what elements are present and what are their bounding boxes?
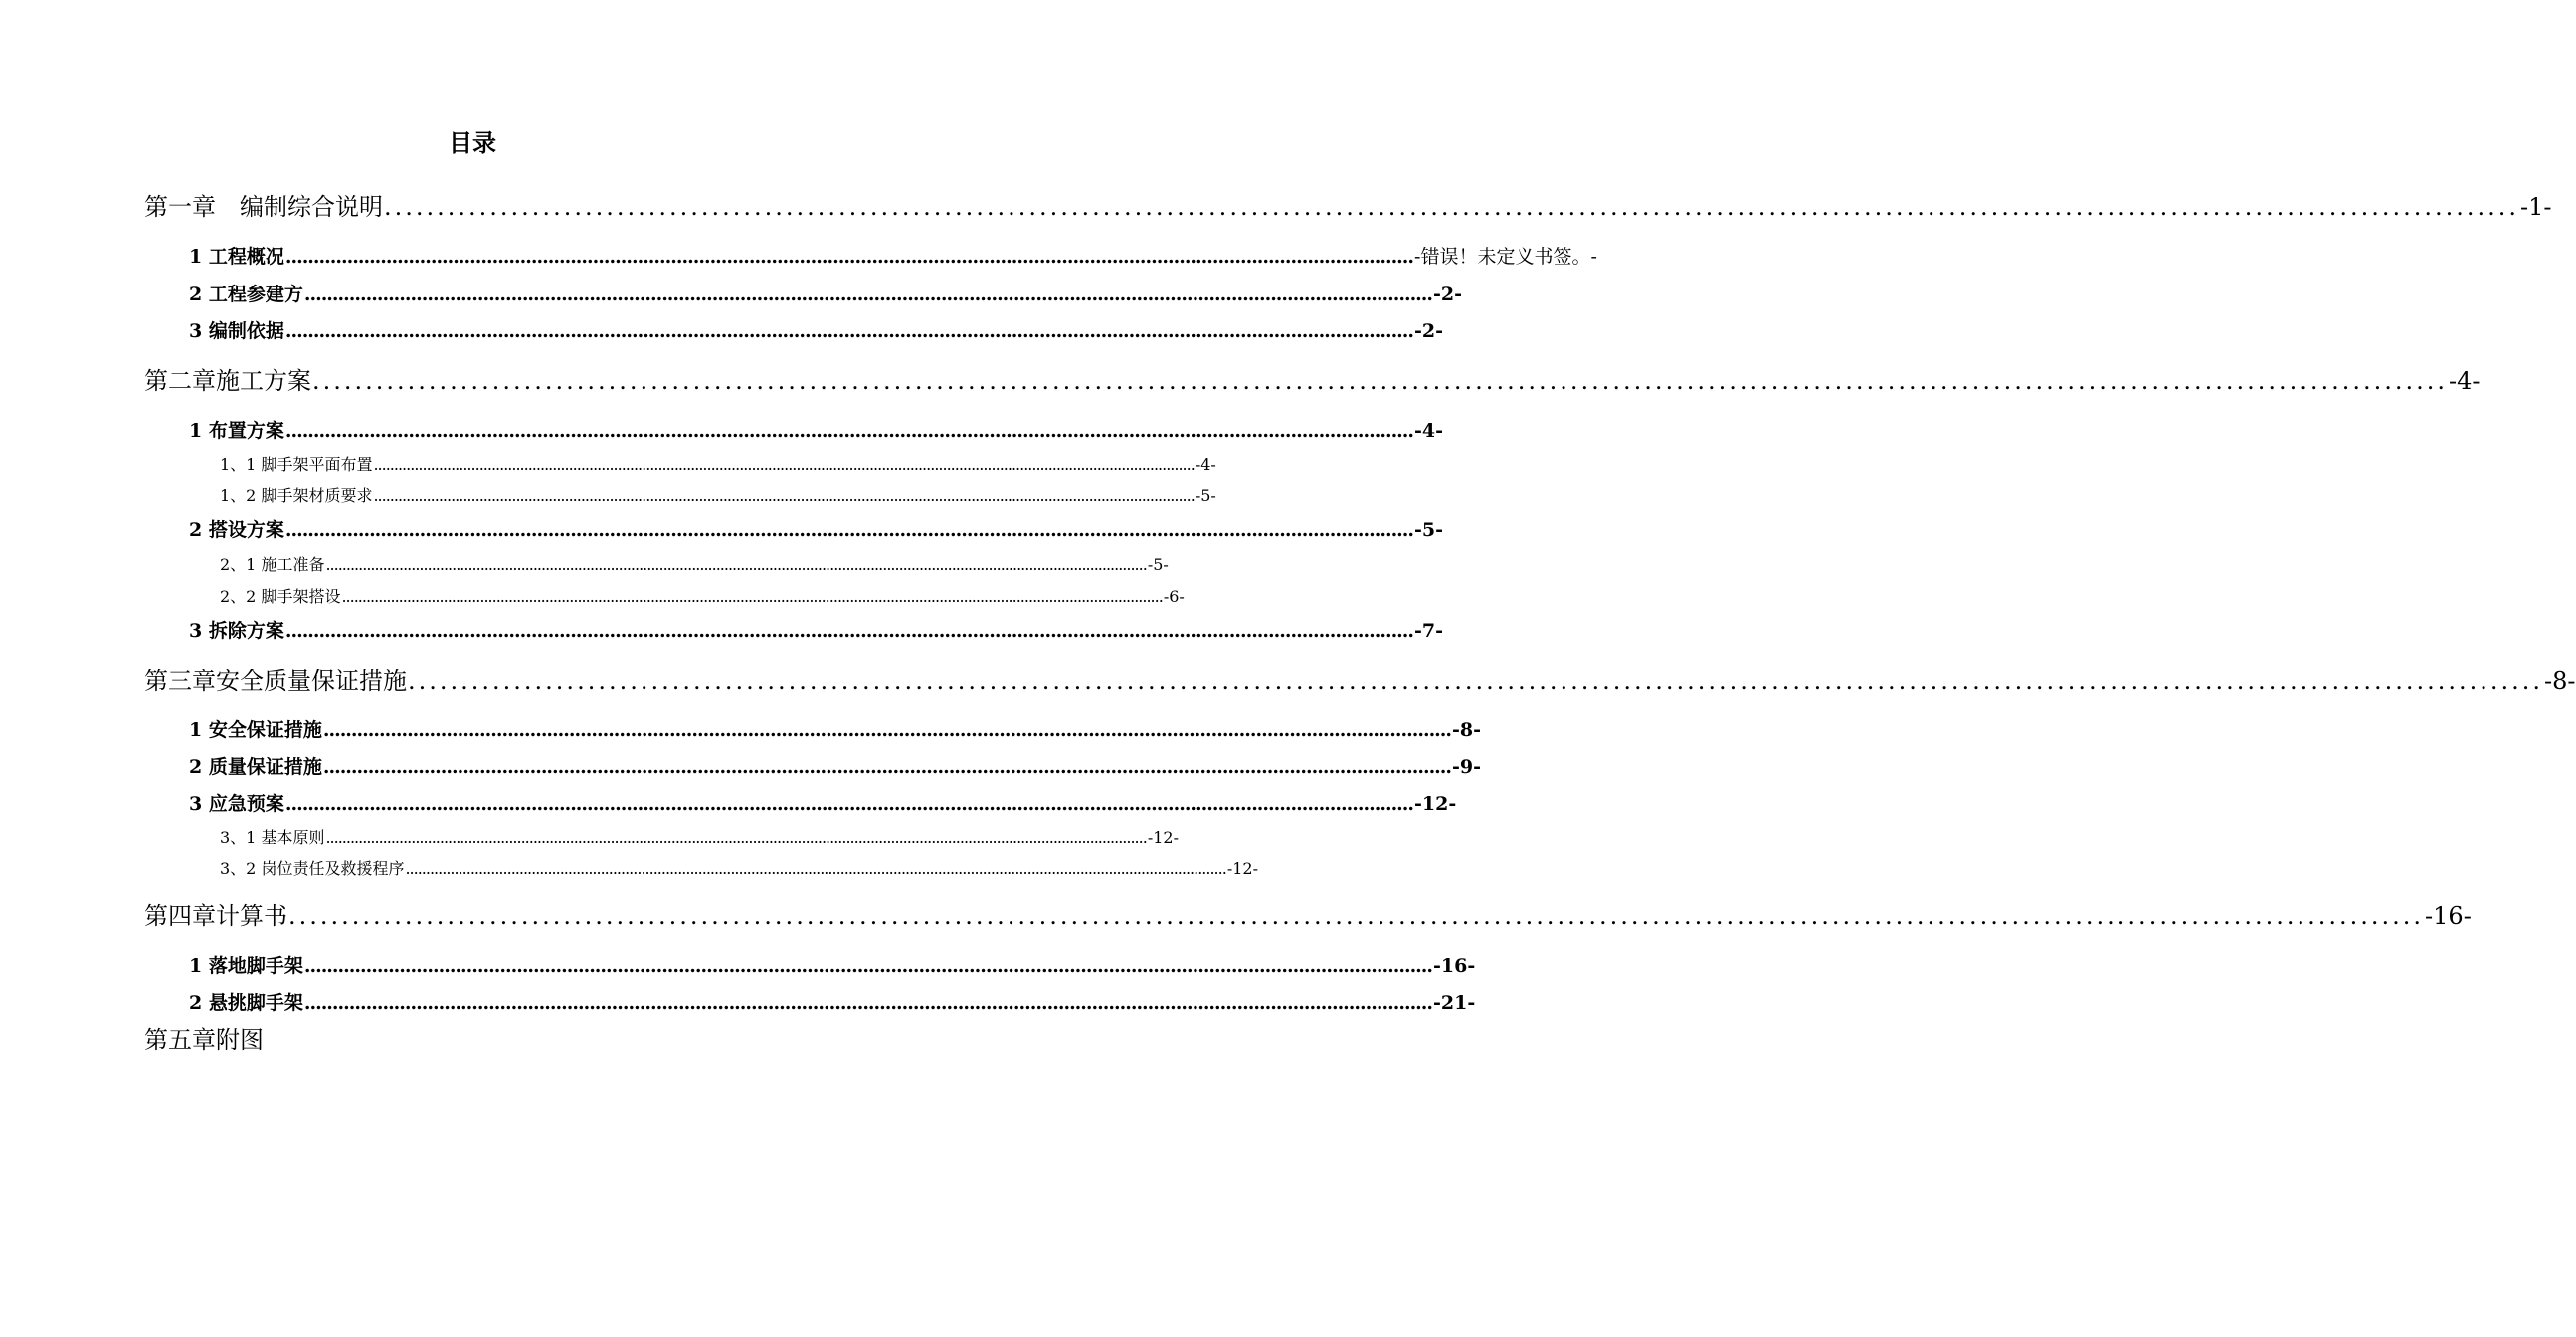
- toc-dot-leader: ..........................................................................................................................................................................................................: [408, 668, 2544, 695]
- toc-page-number: -12-: [1414, 793, 1457, 815]
- toc-entry-subsection[interactable]: [220, 554, 1169, 576]
- toc-page-number: -12-: [1147, 828, 1179, 847]
- toc-dot-leader: ..........................................................................................................................................................................................................: [284, 620, 1414, 642]
- toc-dot-leader: ..........................................................................................................................................................................................................: [303, 955, 1433, 977]
- toc-entry-section[interactable]: [189, 618, 1444, 644]
- toc-entry-subsection[interactable]: [220, 586, 1185, 608]
- toc-dot-leader: ..........................................................................................................................................................................................................: [322, 756, 1452, 778]
- toc-entry-label: 第四章计算书: [144, 902, 287, 930]
- toc-entry-label: 第二章施工方案: [144, 367, 311, 395]
- toc-entry-section[interactable]: [189, 244, 1597, 270]
- toc-entry-section[interactable]: [189, 754, 1482, 780]
- toc-entry-label: 1、2 脚手架材质要求: [220, 486, 373, 505]
- toc-entry-section[interactable]: [189, 953, 1476, 979]
- toc-dot-leader: ..........................................................................................................................................................................................................: [284, 420, 1414, 442]
- toc-entry-label: 1 工程概况: [189, 246, 284, 268]
- toc-entry-subsection[interactable]: [220, 454, 1216, 476]
- toc-entry-label: 1、1 脚手架平面布置: [220, 455, 373, 474]
- toc-page-number: -4-: [2449, 367, 2481, 395]
- toc-entry-label: 2、1 施工准备: [220, 555, 325, 574]
- toc-entry-section[interactable]: [189, 990, 1476, 1016]
- toc-dot-leader: ..........................................................................................................................................................................................................: [322, 719, 1452, 741]
- toc-entry-label: 第三章安全质量保证措施: [144, 668, 407, 695]
- toc-page-number: -8-: [2544, 668, 2576, 695]
- toc-page-number: -2-: [1433, 284, 1463, 305]
- toc-dot-leader: ..........................................................................................................................................................................................................: [284, 320, 1414, 342]
- toc-dot-leader: ..........................................................................................................................................................................................................: [284, 246, 1414, 268]
- toc-entry-section[interactable]: [189, 418, 1444, 444]
- toc-page-number: -7-: [1414, 620, 1444, 642]
- toc-dot-leader: ..........................................................................................................................................................................................................: [325, 828, 1147, 847]
- toc-dot-leader: ..........................................................................................................................................................................................................: [325, 555, 1147, 574]
- toc-entry-chapter-5[interactable]: 第五章附图: [144, 1026, 264, 1053]
- toc-dot-leader: ..........................................................................................................................................................................................................: [303, 284, 1433, 305]
- toc-dot-leader: ..........................................................................................................................................................................................................: [341, 587, 1163, 606]
- toc-dot-leader: ..........................................................................................................................................................................................................: [405, 860, 1226, 878]
- toc-entry-subsection[interactable]: [220, 485, 1216, 507]
- toc-entry-section[interactable]: [189, 318, 1444, 344]
- toc-page-number: -2-: [1414, 320, 1444, 342]
- toc-dot-leader: ..........................................................................................................................................................................................................: [373, 455, 1195, 474]
- toc-page-number: -21-: [1433, 992, 1476, 1014]
- toc-entry-label: 3 编制依据: [189, 320, 284, 342]
- toc-dot-leader: ..........................................................................................................................................................................................................: [288, 902, 2425, 930]
- toc-dot-leader: ..........................................................................................................................................................................................................: [312, 367, 2449, 395]
- toc-page-number: -5-: [1195, 486, 1216, 505]
- toc-dot-leader: ..........................................................................................................................................................................................................: [373, 486, 1195, 505]
- toc-page-number: -16-: [2425, 902, 2472, 930]
- toc-dot-leader: ..........................................................................................................................................................................................................: [384, 193, 2520, 221]
- toc-dot-leader: ..........................................................................................................................................................................................................: [303, 992, 1433, 1014]
- toc-entry-label: 3 应急预案: [189, 793, 284, 815]
- toc-page-number: -12-: [1226, 860, 1258, 878]
- toc-entry-subsection[interactable]: [220, 859, 1258, 880]
- toc-entry-label: 3、1 基本原则: [220, 828, 325, 847]
- toc-entry-label: 第一章 编制综合说明: [144, 193, 383, 221]
- toc-dot-leader: ..........................................................................................................................................................................................................: [284, 519, 1414, 541]
- toc-page-number: -4-: [1195, 455, 1216, 474]
- toc-entry-label: 2 质量保证措施: [189, 756, 322, 778]
- toc-entry-section[interactable]: [189, 517, 1444, 543]
- toc-page-number: -8-: [1452, 719, 1482, 741]
- toc-entry-section[interactable]: [189, 791, 1457, 817]
- toc-page-number: -6-: [1163, 587, 1185, 606]
- toc-entry-label: 1 落地脚手架: [189, 955, 303, 977]
- toc-entry-label: 1 安全保证措施: [189, 719, 322, 741]
- toc-page-number: -5-: [1147, 555, 1169, 574]
- toc-page-number: -错误！未定义书签。-: [1414, 246, 1597, 268]
- toc-entry-label: 2 搭设方案: [189, 519, 284, 541]
- toc-page-number: -16-: [1433, 955, 1476, 977]
- toc-entry-chapter-2[interactable]: [144, 366, 2481, 396]
- toc-entry-section[interactable]: [189, 282, 1463, 307]
- toc-entry-label: 3 拆除方案: [189, 620, 284, 642]
- toc-title: 目录: [449, 128, 496, 157]
- toc-entry-chapter-1[interactable]: [144, 192, 2552, 222]
- toc-entry-chapter-4[interactable]: [144, 901, 2472, 931]
- toc-page-number: -9-: [1452, 756, 1482, 778]
- toc-dot-leader: ..........................................................................................................................................................................................................: [284, 793, 1414, 815]
- toc-page-number: -1-: [2520, 193, 2552, 221]
- toc-page-number: -5-: [1414, 519, 1444, 541]
- toc-entry-label: 3、2 岗位责任及救援程序: [220, 860, 405, 878]
- toc-page-number: -4-: [1414, 420, 1444, 442]
- toc-entry-chapter-3[interactable]: [144, 667, 2576, 696]
- toc-entry-subsection[interactable]: [220, 827, 1179, 849]
- toc-entry-label: 2 悬挑脚手架: [189, 992, 303, 1014]
- toc-entry-label: 2、2 脚手架搭设: [220, 587, 341, 606]
- toc-entry-section[interactable]: [189, 717, 1482, 743]
- toc-entry-label: 2 工程参建方: [189, 284, 303, 305]
- toc-entry-label: 1 布置方案: [189, 420, 284, 442]
